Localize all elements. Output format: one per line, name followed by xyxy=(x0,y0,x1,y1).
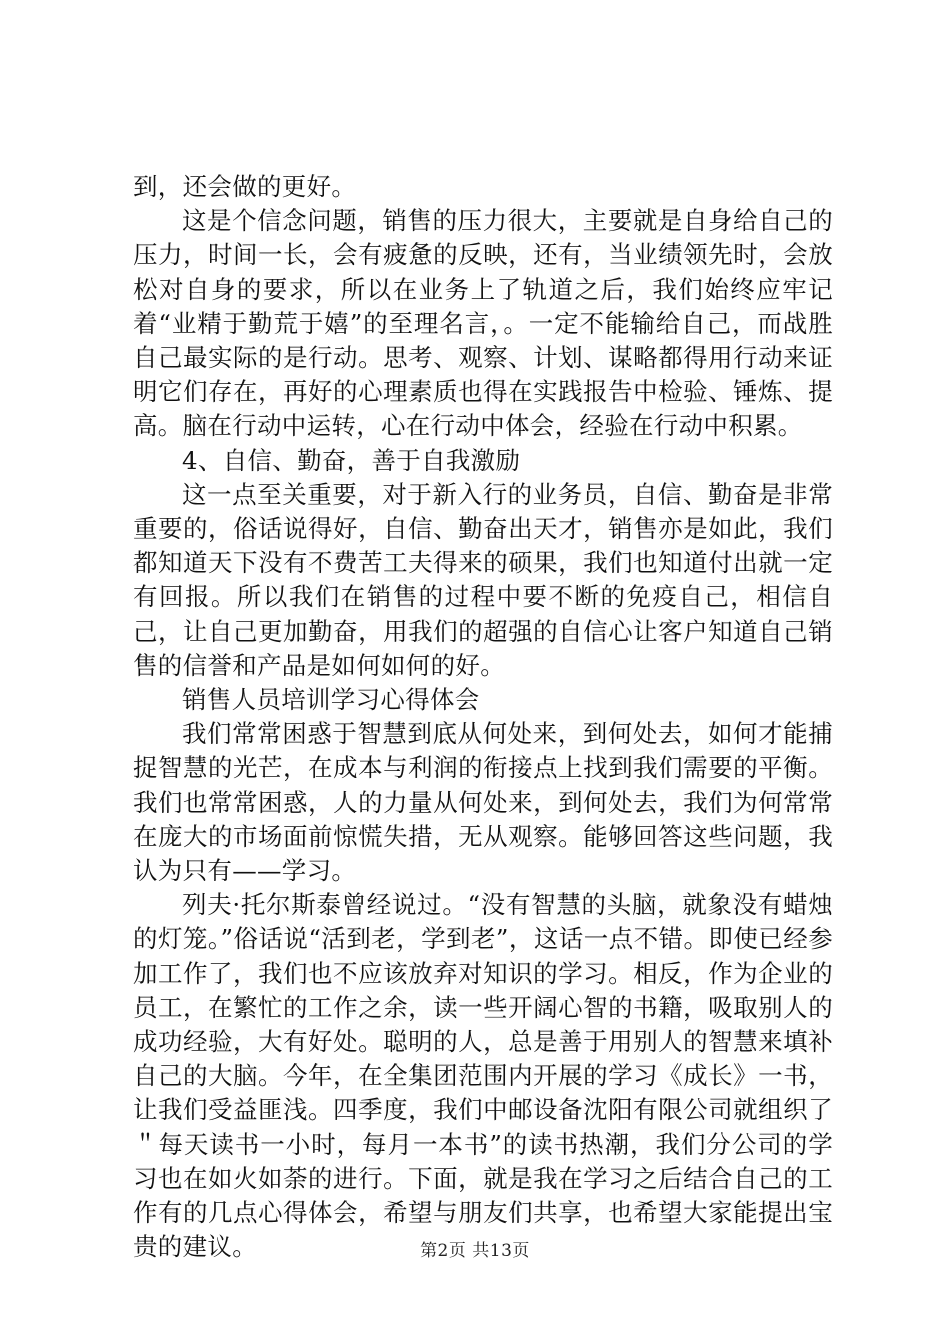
paragraph-belief: 这是个信念问题，销售的压力很大，主要就是自身给自己的压力，时间一长，会有疲惫的反映，还有，当业绩领先时，会放松对自身的要求，所以在业务上了轨道之后，我们始终应牢记着“业精于勤荒于嬉”的至理名言，。一定不能输给自己，而战胜自己最实际的是行动。思考、观察、计划、谋略都得用行动来证明它们存在，再好的心理素质也得在实践报告中检验、锤炼、提高。脑在行动中运转，心在行动中体会，经验在行动中积累。 xyxy=(133,206,833,441)
section-heading-confidence: 4、自信、勤奋，善于自我激励 xyxy=(182,445,521,475)
paragraph-confidence: 这一点至关重要，对于新入行的业务员，自信、勤奋是非常重要的，俗话说得好，自信、勤奋出天才，销售亦是如此，我们都知道天下没有不费苦工夫得来的硕果，我们也知道付出就一定有回报。所以我们在销售的过程中要不断的免疫自己，相信自己，让自己更加勤奋，用我们的超强的自信心让客户知道自己销售的信誉和产品是如何如何的好。 xyxy=(133,479,833,680)
paragraph-wisdom: 我们常常困惑于智慧到底从何处来，到何处去，如何才能捕捉智慧的光芒，在成本与利润的衔接点上找到我们需要的平衡。我们也常常困惑，人的力量从何处来，到何处去，我们为何常常在庞大的市场面前惊慌失措，无从观察。能够回答这些问题，我认为只有——学习。 xyxy=(133,719,833,886)
paragraph-tolstoy: 列夫·托尔斯泰曾经说过。“没有智慧的头脑，就象没有蜡烛的灯笼。”俗话说“活到老，学到老”，这话一点不错。即使已经参加工作了，我们也不应该放弃对知识的学习。相反，作为企业的员工，在繁忙的工作之余，读一些开阔心智的书籍，吸取别人的成功经验，大有好处。聪明的人，总是善于用别人的智慧来填补自己的大脑。今年，在全集团范围内开展的学习《成长》一书，让我们受益匪浅。四季度，我们中邮设备沈阳有限公司就组织了＂每天读书一小时，每月一本书”的读书热潮，我们分公司的学习也在如火如荼的进行。下面，就是我在学习之后结合自己的工作有的几点心得体会，希望与朋友们共享，也希望大家能提出宝贵的建议。 xyxy=(133,890,833,1262)
page-number-footer: 第2页 共13页 xyxy=(420,1241,530,1261)
document-title-training: 销售人员培训学习心得体会 xyxy=(182,685,480,715)
paragraph-continuation: 到，还会做的更好。 xyxy=(133,172,357,201)
document-body xyxy=(133,170,833,1265)
